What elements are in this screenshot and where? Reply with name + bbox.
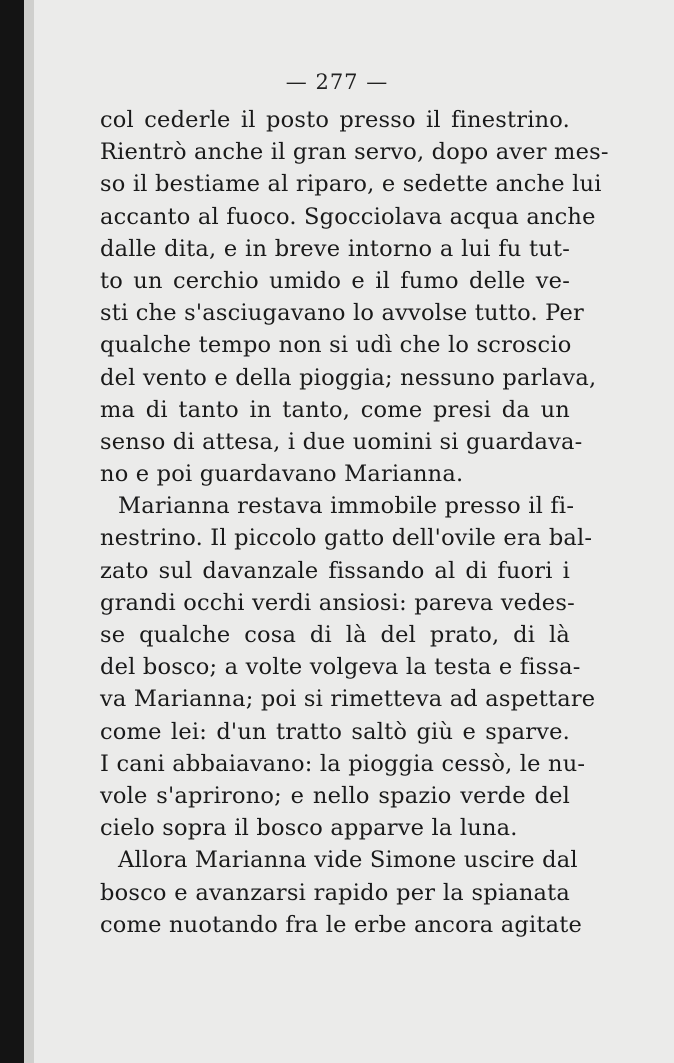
text-line: bosco e avanzarsi rapido per la spianata bbox=[100, 879, 570, 906]
text-line: sti che s'asciugavano lo avvolse tutto. Per bbox=[100, 300, 584, 327]
text-line: grandi occhi verdi ansiosi: pareva vedes- bbox=[100, 589, 575, 616]
body-text bbox=[100, 104, 609, 941]
binding-gutter bbox=[0, 0, 24, 1063]
text-line: senso di attesa, i due uomini si guardava- bbox=[100, 428, 583, 455]
text-line: so il bestiame al riparo, e sedette anche lui bbox=[100, 171, 602, 198]
text-line: I cani abbaiavano: la pioggia cessò, le nu- bbox=[100, 750, 586, 777]
page-number: — 277 — bbox=[285, 70, 389, 94]
text-line: accanto al fuoco. Sgocciolava acqua anche bbox=[100, 203, 596, 230]
text-line: del bosco; a volte volgeva la testa e fissa- bbox=[100, 654, 581, 681]
text-line: dalle dita, e in breve intorno a lui fu tut- bbox=[100, 235, 570, 262]
text-line: no e poi guardavano Marianna. bbox=[100, 461, 464, 488]
text-line: to un cerchio umido e il fumo delle ve- bbox=[100, 267, 570, 294]
text-line: nestrino. Il piccolo gatto dell'ovile era bal- bbox=[100, 525, 593, 552]
text-line: zato sul davanzale fissando al di fuori i bbox=[100, 557, 570, 584]
text-line: va Marianna; poi si rimetteva ad aspettare bbox=[100, 686, 596, 713]
text-line: cielo sopra il bosco apparve la luna. bbox=[100, 815, 518, 842]
text-line: del vento e della pioggia; nessuno parlava, bbox=[100, 364, 597, 391]
text-line: Allora Marianna vide Simone uscire dal bbox=[118, 847, 578, 874]
text-line: vole s'aprirono; e nello spazio verde del bbox=[100, 782, 570, 809]
text-line: qualche tempo non si udì che lo scroscio bbox=[100, 332, 572, 359]
text-line: Marianna restava immobile presso il fi- bbox=[118, 493, 575, 520]
gutter-shadow bbox=[24, 0, 34, 1063]
text-line: Rientrò anche il gran servo, dopo aver mes- bbox=[100, 139, 609, 166]
text-line: ma di tanto in tanto, come presi da un bbox=[100, 396, 570, 423]
text-line: come nuotando fra le erbe ancora agitate bbox=[100, 911, 582, 938]
text-line: col cederle il posto presso il finestrino. bbox=[100, 107, 570, 133]
text-line: come lei: d'un tratto saltò giù e sparve. bbox=[100, 718, 570, 745]
text-line: se qualche cosa di là del prato, di là bbox=[100, 622, 570, 648]
